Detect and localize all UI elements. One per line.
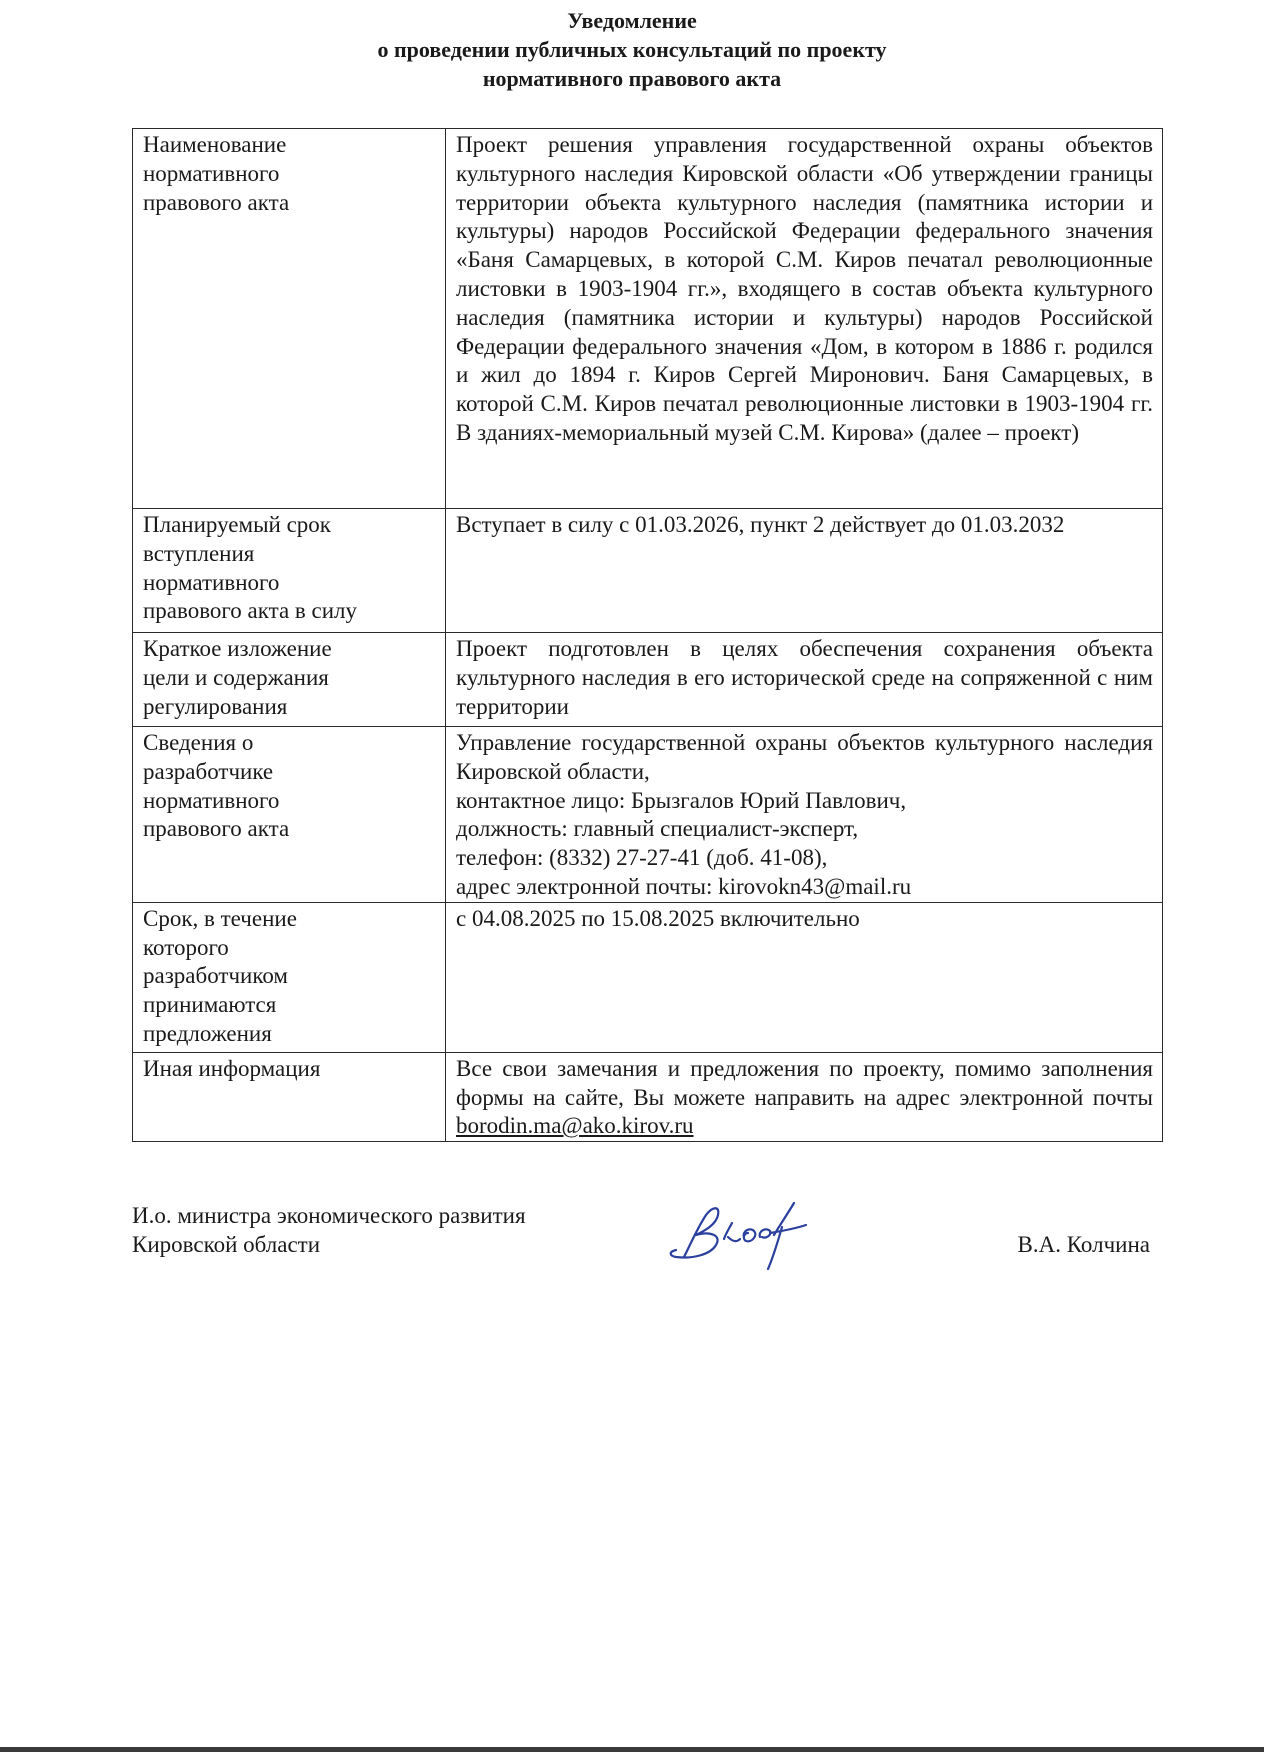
signatory-position-line-2: Кировской области: [132, 1232, 321, 1257]
row-value: [446, 129, 1163, 509]
consultation-info-table: [132, 128, 1163, 1142]
contact-position: должность: главный специалист-эксперт,: [456, 816, 859, 842]
contact-phone: телефон: (8332) 27-27-41 (доб. 41-08),: [456, 845, 828, 871]
document-subtitle-line-1: о проведении публичных консультаций по проекту: [377, 37, 887, 62]
value-text: с 04.08.2025 по 15.08.2025 включительно: [456, 905, 860, 931]
signature-block: [132, 1201, 1163, 1281]
signatory-position-line-1: И.о. министра экономического развития: [132, 1203, 526, 1228]
label-line: разработчиком: [143, 963, 288, 989]
table-row-summary: [133, 633, 1163, 727]
row-value: [446, 902, 1163, 1052]
label-line: Срок, в течение: [143, 905, 297, 931]
row-value: [446, 509, 1163, 633]
table-row-proposal-period: [133, 902, 1163, 1052]
table-row-effective-date: [133, 509, 1163, 633]
label-line: правового акта в силу: [143, 598, 358, 624]
table-row-act-name: [133, 129, 1163, 509]
scan-bottom-edge: [0, 1747, 1264, 1752]
contact-email: адрес электронной почты: kirovokn43@mail.ru: [456, 873, 912, 899]
document-subtitle-line-2: нормативного правового акта: [482, 66, 782, 91]
row-value: [446, 1052, 1163, 1141]
row-label: [133, 129, 446, 509]
label-line: правового акта: [143, 816, 290, 842]
row-label: [133, 1052, 446, 1141]
signatory-position: [132, 1201, 526, 1259]
label-line: регулирования: [143, 693, 288, 719]
label-line: Иная информация: [143, 1055, 321, 1081]
label-line: нормативного: [143, 569, 280, 595]
email-link[interactable]: borodin.ma@ako.kirov.ru: [456, 1113, 694, 1139]
label-line: которого: [143, 934, 229, 960]
row-label: [133, 633, 446, 727]
label-line: вступления: [143, 540, 255, 566]
table-row-developer: [133, 727, 1163, 903]
value-text: Все свои замечания и предложения по проекту, помимо заполнения формы на сайте, Вы можете направить на адрес электронной почты: [456, 1055, 1153, 1110]
value-text: Проект решения управления государственной охраны объектов культурного наследия Кировской области «Об утверждении границы территории объекта культурного наследия (памятника истории и культуры) народов Российской Федерации федерального значения «Баня Самарцевых, в которой С.М. Киров печатал революционные листовки в 1903-1904 гг.», входящего в состав объекта культурного наследия (памятника истории и культуры) народов Российской Федерации федерального значения «Дом, в котором в 1886 г. родился и жил до 1894 г. Киров Сергей Миронович. Баня Самарцевых, в которой С.М. Киров печатал революционные листовки в 1903-1904 гг. В зданиях-мемориальный музей С.М. Кирова» (далее – проект): [456, 132, 1153, 445]
row-value: [446, 727, 1163, 903]
row-label: [133, 902, 446, 1052]
value-text: Вступает в силу с 01.03.2026, пункт 2 действует до 01.03.2032: [456, 512, 1065, 537]
row-value: [446, 633, 1163, 727]
label-line: принимаются: [143, 992, 277, 1018]
row-label: [133, 509, 446, 633]
label-line: разработчике: [143, 758, 274, 784]
label-line: Планируемый срок: [143, 512, 331, 537]
label-line: Краткое изложение: [143, 636, 332, 661]
label-line: нормативного: [143, 160, 280, 186]
signatory-name: В.А. Колчина: [1017, 1232, 1150, 1257]
label-line: Сведения о: [143, 730, 254, 755]
table-row-other-info: [133, 1052, 1163, 1141]
contact-person: контактное лицо: Брызгалов Юрий Павлович,: [456, 787, 907, 813]
handwritten-signature-icon: [662, 1197, 822, 1273]
label-line: предложения: [143, 1020, 272, 1046]
document-header: [0, 6, 1264, 93]
label-line: цели и содержания: [143, 664, 329, 690]
label-line: нормативного: [143, 787, 280, 813]
value-text: Управление государственной охраны объектов культурного наследия Кировской области,: [456, 730, 1153, 784]
value-text: Проект подготовлен в целях обеспечения сохранения объекта культурного наследия в его исторической среде на сопряженной с ним территории: [456, 636, 1153, 719]
label-line: правового акта: [143, 189, 290, 215]
document-title: Уведомление: [567, 8, 697, 33]
row-label: [133, 727, 446, 903]
label-line: Наименование: [143, 132, 287, 157]
